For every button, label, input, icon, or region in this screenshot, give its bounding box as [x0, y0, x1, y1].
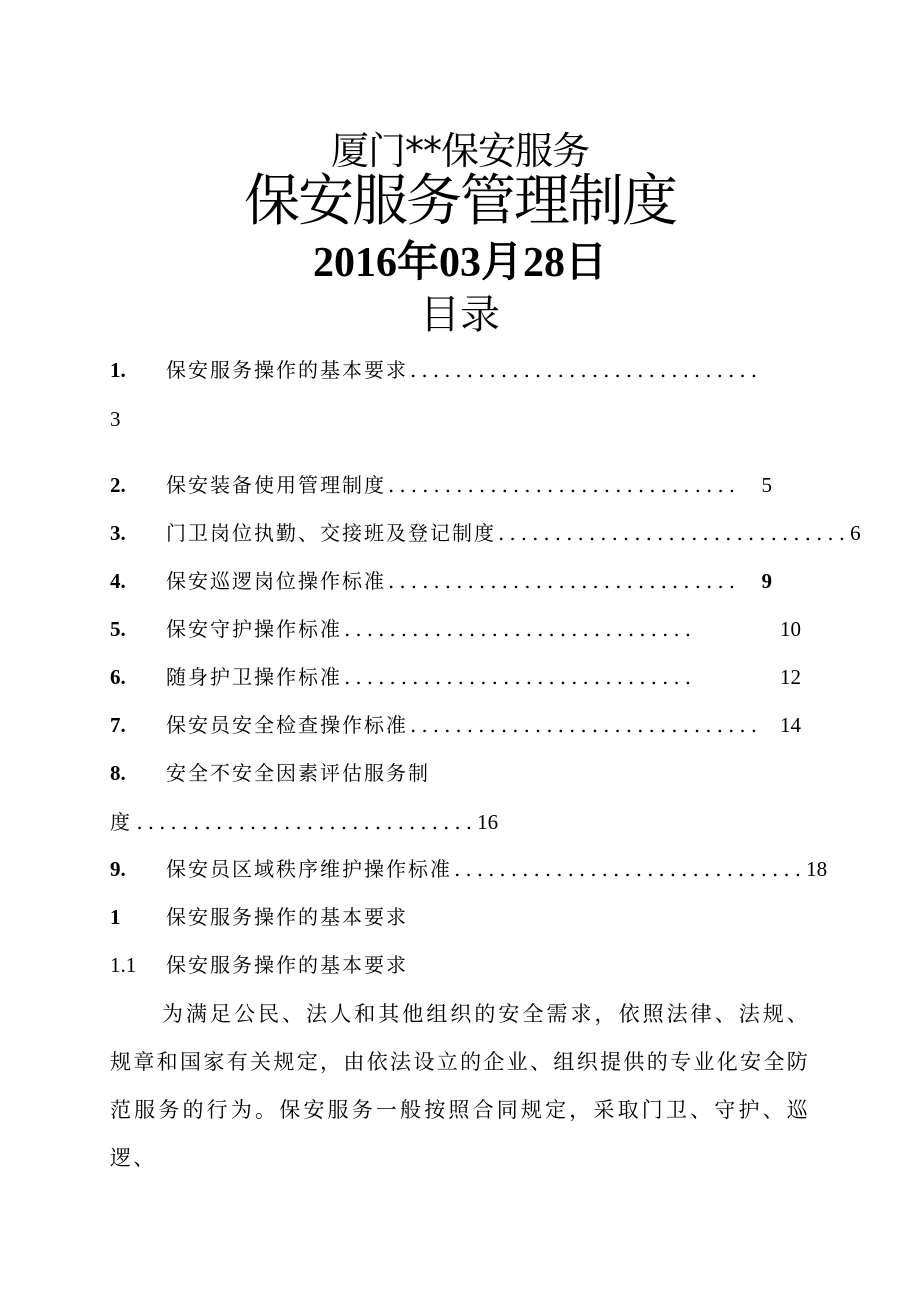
toc-leader-dots: .............................. [136, 810, 478, 834]
subsection-number: 1.1 [110, 953, 137, 977]
toc-entry-label-continuation: 度 [110, 810, 130, 834]
toc-leader-dots: ............................... [410, 713, 763, 737]
toc-entry-number: 6. [110, 665, 126, 689]
toc-entry-number: 9. [110, 857, 126, 881]
body-paragraph: 为满足公民、法人和其他组织的安全需求，依照法律、法规、规章和国家有关规定，由依法设立的企业、组织提供的专业化安全防范服务的行为。保安服务一般按照合同规定，采取门卫、守护、巡逻、 [110, 1002, 810, 1170]
document-date: 2016年03月28日 [312, 240, 607, 286]
toc-entry-9[interactable] [110, 854, 828, 884]
toc-entry-label: 随身护卫操作标准 [166, 665, 342, 689]
toc-entry-label: 保安守护操作标准 [166, 617, 342, 641]
toc-entry-3[interactable] [110, 518, 861, 548]
toc-entry-label: 保安员区域秩序维护操作标准 [166, 857, 452, 881]
document-title: 保安服务管理制度 [244, 169, 676, 234]
toc-entry-number: 3. [110, 521, 126, 545]
toc-leader-dots: ............................... [498, 521, 851, 545]
section-number: 1 [110, 905, 121, 929]
subsection-heading [110, 950, 710, 980]
section-title: 保安服务操作的基本要求 [166, 905, 408, 929]
toc-entry-label: 保安装备使用管理制度 [166, 473, 386, 497]
toc-entry-page: 6 [850, 521, 861, 545]
toc-entry-7[interactable] [110, 710, 805, 740]
toc-entry-number: 7. [110, 713, 126, 737]
toc-entry-2[interactable] [110, 470, 805, 500]
toc-leader-dots: ............................... [344, 617, 697, 641]
toc-entry-label: 门卫岗位执勤、交接班及登记制度 [166, 521, 496, 545]
subsection-title: 保安服务操作的基本要求 [166, 953, 408, 977]
toc-entry-page: 5 [761, 473, 772, 497]
toc-entry-5[interactable] [110, 614, 805, 644]
toc-entry-page: 3 [110, 407, 121, 431]
toc-leader-dots: ............................... [410, 358, 763, 382]
toc-entry-number: 5. [110, 617, 126, 641]
toc-leader-dots: ............................... [388, 569, 741, 593]
toc-entry-page: 9 [761, 569, 772, 593]
toc-entry-number: 1. [110, 358, 126, 382]
toc-entry-page: 16 [477, 810, 499, 834]
toc-entry-page: 14 [780, 713, 801, 737]
toc-entry-1[interactable] [110, 355, 805, 385]
toc-leader-dots: ............................... [388, 473, 741, 497]
company-name: 厦门**保安服务 [330, 129, 589, 173]
toc-entry-label: 安全不安全因素评估服务制 [166, 761, 430, 785]
toc-entry-number: 4. [110, 569, 126, 593]
toc-entry-page: 18 [806, 857, 828, 881]
toc-heading: 目录 [420, 292, 500, 338]
toc-leader-dots: ............................... [454, 857, 807, 881]
section-heading [110, 902, 710, 932]
toc-leader-dots: ............................... [344, 665, 697, 689]
toc-entry-4[interactable] [110, 566, 805, 596]
toc-entry-6[interactable] [110, 662, 805, 692]
toc-entry-8[interactable] [110, 758, 805, 788]
toc-entry-number: 2. [110, 473, 126, 497]
toc-entry-page: 10 [780, 617, 801, 641]
toc-entry-label: 保安巡逻岗位操作标准 [166, 569, 386, 593]
toc-entry-label: 保安服务操作的基本要求 [166, 358, 408, 382]
toc-entry-8-continuation[interactable] [110, 807, 498, 837]
toc-entry-page: 12 [780, 665, 801, 689]
toc-entry-1-page-line [110, 404, 121, 434]
toc-entry-label: 保安员安全检查操作标准 [166, 713, 408, 737]
toc-entry-number: 8. [110, 761, 126, 785]
